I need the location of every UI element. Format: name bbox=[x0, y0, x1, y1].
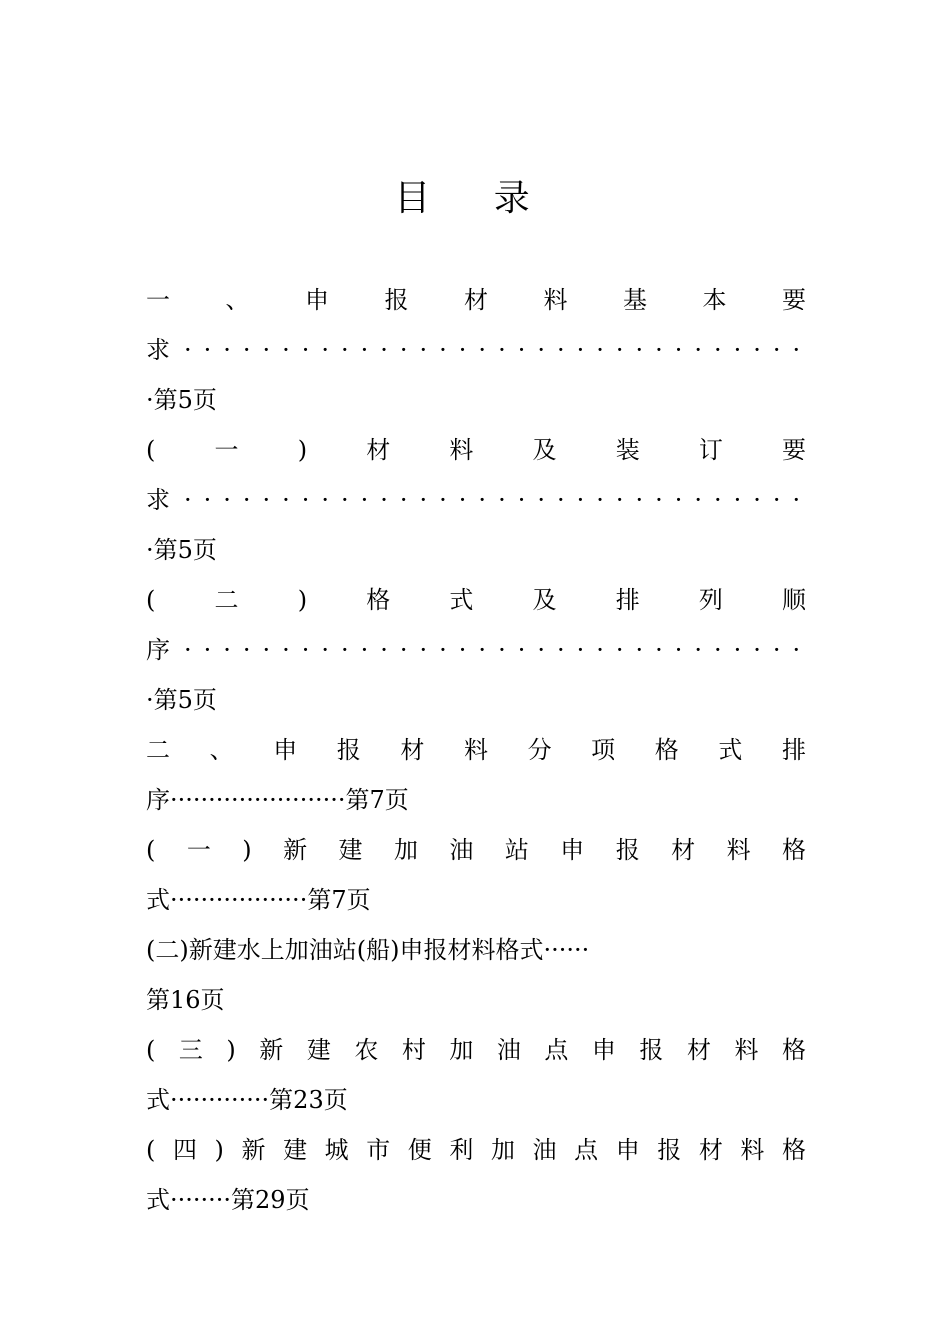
heading-char: 便 bbox=[407, 1136, 432, 1164]
dot-leader bbox=[184, 330, 806, 370]
toc-entry-leader bbox=[146, 480, 806, 520]
heading-char: 料 bbox=[543, 286, 568, 314]
heading-char: 料 bbox=[726, 836, 751, 864]
heading-char: 申 bbox=[560, 836, 585, 864]
heading-char: 基 bbox=[623, 286, 647, 314]
heading-char: ) bbox=[297, 436, 308, 464]
heading-char: 报 bbox=[384, 286, 409, 314]
heading-char: 一 bbox=[186, 836, 211, 864]
heading-char: 加 bbox=[449, 1036, 474, 1064]
toc-entry-heading bbox=[146, 430, 806, 470]
page-number: ·第5页 bbox=[146, 686, 217, 714]
heading-char: 申 bbox=[273, 736, 298, 764]
heading-char: 油 bbox=[496, 1036, 521, 1064]
heading-char: ) bbox=[242, 836, 252, 864]
heading-char: 要 bbox=[782, 436, 806, 464]
heading-char: 料 bbox=[463, 736, 488, 764]
heading-char: 利 bbox=[449, 1136, 474, 1164]
heading-char: 新 bbox=[241, 1136, 266, 1164]
heading-char: 式 bbox=[718, 736, 743, 764]
heading-char: 新 bbox=[259, 1036, 284, 1064]
heading-char: 二 bbox=[214, 586, 239, 614]
toc-entry-heading bbox=[146, 1130, 806, 1170]
heading-char: 要 bbox=[782, 286, 806, 314]
heading-char: ( bbox=[146, 1136, 156, 1164]
page-number: ·第5页 bbox=[146, 536, 217, 564]
leader-and-page: 式·············第23页 bbox=[146, 1086, 348, 1114]
toc-entry-heading bbox=[146, 280, 806, 320]
toc-entry-heading bbox=[146, 1030, 806, 1070]
toc-entry-page bbox=[146, 530, 806, 570]
toc-entry-leader-page bbox=[146, 780, 806, 820]
heading-char: 城 bbox=[324, 1136, 349, 1164]
heading-char: 油 bbox=[449, 836, 474, 864]
dot-leader bbox=[184, 480, 806, 520]
heading-char: 四 bbox=[172, 1136, 197, 1164]
toc-entry-page bbox=[146, 680, 806, 720]
heading-char: 本 bbox=[702, 286, 727, 314]
heading-char: 点 bbox=[574, 1136, 599, 1164]
heading-char: 、 bbox=[209, 736, 234, 764]
heading-char: 材 bbox=[366, 436, 391, 464]
leader-and-page: 式········第29页 bbox=[146, 1186, 310, 1214]
heading-char: 格 bbox=[782, 836, 806, 864]
heading-char: 站 bbox=[504, 836, 529, 864]
heading-char: 项 bbox=[591, 736, 616, 764]
heading-char: 排 bbox=[781, 736, 806, 764]
toc-entry-heading bbox=[146, 580, 806, 620]
heading-char: 报 bbox=[615, 836, 640, 864]
heading-char: 报 bbox=[336, 736, 361, 764]
heading-char: 材 bbox=[671, 836, 696, 864]
heading-char: ) bbox=[297, 586, 308, 614]
heading-char: 三 bbox=[178, 1036, 203, 1064]
heading-char: 油 bbox=[532, 1136, 557, 1164]
heading-char: ( bbox=[146, 586, 156, 614]
heading-char: 格 bbox=[781, 1036, 806, 1064]
heading-char: ) bbox=[226, 1036, 236, 1064]
heading-last-char: 求 bbox=[146, 486, 170, 514]
heading-char: 加 bbox=[490, 1136, 515, 1164]
heading-char: 及 bbox=[532, 436, 557, 464]
heading-char: 申 bbox=[305, 286, 329, 314]
heading-char: 点 bbox=[544, 1036, 569, 1064]
heading-char: ( bbox=[146, 436, 156, 464]
toc-entry-leader bbox=[146, 330, 806, 370]
heading-char: 新 bbox=[283, 836, 308, 864]
heading-char: 及 bbox=[532, 586, 557, 614]
heading-char: 料 bbox=[740, 1136, 765, 1164]
heading-char: 料 bbox=[734, 1036, 759, 1064]
toc-entry-leader-page bbox=[146, 880, 806, 920]
toc-entry-heading bbox=[146, 830, 806, 870]
toc-entry-page bbox=[146, 380, 806, 420]
leader-and-page: 式··················第7页 bbox=[146, 886, 371, 914]
toc-entry-heading bbox=[146, 730, 806, 770]
heading-char: 排 bbox=[615, 586, 640, 614]
heading-char: ) bbox=[214, 1136, 224, 1164]
heading-text: (二)新建水上加油站(船)申报材料格式······ bbox=[146, 936, 590, 964]
heading-char: 一 bbox=[146, 286, 170, 314]
heading-char: 加 bbox=[393, 836, 418, 864]
heading-char: 报 bbox=[657, 1136, 682, 1164]
heading-char: 订 bbox=[698, 436, 723, 464]
page-number: ·第5页 bbox=[146, 386, 217, 414]
page-title: 目 录 bbox=[394, 178, 556, 219]
heading-char: ( bbox=[146, 1036, 156, 1064]
heading-char: 格 bbox=[366, 586, 391, 614]
heading-char: 材 bbox=[686, 1036, 711, 1064]
toc-entry-heading bbox=[146, 930, 806, 970]
heading-char: 材 bbox=[698, 1136, 723, 1164]
heading-char: 、 bbox=[225, 286, 250, 314]
heading-char: 分 bbox=[527, 736, 552, 764]
heading-char: 格 bbox=[782, 1136, 806, 1164]
heading-char: 建 bbox=[306, 1036, 331, 1064]
heading-char: 列 bbox=[698, 586, 723, 614]
heading-last-char: 序 bbox=[146, 636, 170, 664]
toc-entry-leader-page bbox=[146, 980, 806, 1020]
heading-char: 材 bbox=[400, 736, 425, 764]
toc-entry-leader-page bbox=[146, 1080, 806, 1120]
heading-char: 格 bbox=[654, 736, 679, 764]
heading-char: 装 bbox=[615, 436, 640, 464]
heading-char: 建 bbox=[283, 1136, 308, 1164]
heading-char: 二 bbox=[146, 736, 170, 764]
heading-char: 一 bbox=[214, 436, 239, 464]
toc-entry-leader bbox=[146, 630, 806, 670]
heading-char: 农 bbox=[354, 1036, 379, 1064]
heading-char: 式 bbox=[449, 586, 474, 614]
heading-char: 村 bbox=[401, 1036, 426, 1064]
heading-char: ( bbox=[146, 836, 156, 864]
heading-last-char: 求 bbox=[146, 336, 170, 364]
heading-char: 材 bbox=[464, 286, 488, 314]
heading-char: 建 bbox=[338, 836, 363, 864]
heading-char: 报 bbox=[639, 1036, 664, 1064]
toc-entry-leader-page bbox=[146, 1180, 806, 1220]
heading-char: 料 bbox=[449, 436, 474, 464]
leader-and-page: 序·······················第7页 bbox=[146, 786, 409, 814]
heading-char: 市 bbox=[366, 1136, 391, 1164]
dot-leader bbox=[184, 630, 806, 670]
heading-char: 顺 bbox=[782, 586, 806, 614]
heading-char: 申 bbox=[591, 1036, 616, 1064]
heading-char: 申 bbox=[615, 1136, 640, 1164]
leader-and-page: 第16页 bbox=[146, 986, 225, 1014]
